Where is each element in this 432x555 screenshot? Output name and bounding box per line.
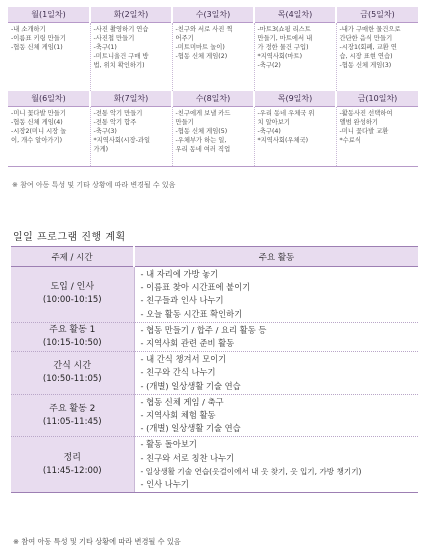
activity-line: -협동 신체 게임(1): [11, 44, 63, 52]
time-range: (10:00-10:15): [42, 295, 102, 306]
day-header: 목(4일차): [254, 7, 336, 23]
activity-line: *지역사회(우체국): [257, 137, 309, 145]
daily-row: [11, 267, 418, 323]
activity-line: *지역사회(시장-과일: [93, 137, 151, 145]
activity-item: - 인사 나누기: [140, 479, 189, 490]
activity-line: *수료식: [339, 137, 361, 145]
activity-line: -협동 신체 게임(2): [175, 53, 228, 61]
activity-line: 치 알아보기: [257, 119, 290, 127]
activities-cell: [134, 394, 418, 437]
activity-line: 가 정한 물건 구입): [257, 44, 309, 52]
topic-name: 주요 활동 2: [49, 403, 96, 414]
activity-item: - 친구들과 인사 나누기: [140, 295, 224, 306]
activity-line: -내 소개하기: [11, 26, 46, 33]
activity-line: -축구(2): [257, 62, 281, 70]
activity-line: 만들기, 마트에서 내: [257, 35, 313, 43]
activity-line: 가게): [93, 146, 109, 154]
column-header-activities: 주요 활동: [134, 247, 418, 267]
activity-line: -미트니울건 구매 방: [93, 53, 149, 61]
day-cell: [90, 23, 172, 92]
activity-line: -사진첩 만들기: [93, 35, 135, 43]
day-cell: [336, 23, 418, 92]
daily-program-table: [11, 246, 418, 493]
activity-line: -전통 악기 합주: [93, 119, 137, 127]
activity-line: 간단한 음식 만들기: [339, 35, 393, 43]
time-range: (10:50-11:05): [42, 374, 102, 385]
activity-line: -축구(1): [93, 44, 117, 52]
activity-line: -축구(4): [257, 128, 281, 136]
activity-item: - 활동 돌아보기: [140, 439, 197, 450]
activity-line: -미트미마트 놀이): [175, 44, 225, 52]
day-cell: [254, 107, 336, 167]
day-cell: [336, 107, 418, 167]
activity-line: -전통 악기 만들기: [93, 110, 143, 117]
activity-line: -협동 신체 게임(5): [175, 128, 228, 136]
day-header: 금(10일차): [336, 91, 418, 107]
activities-cell: [134, 267, 418, 323]
weekly-schedule-table: [8, 7, 418, 167]
activity-line: -마트3(쇼핑 리스트: [257, 26, 311, 33]
weekly-content-row-2: [8, 107, 418, 167]
weekly-content-row-1: [8, 23, 418, 92]
activity-line: 어주기: [175, 35, 194, 43]
daily-row: [11, 394, 418, 437]
topic-time-cell: [11, 352, 134, 395]
day-header: 월(6일차): [8, 91, 90, 107]
activity-item: - 친구와 간식 나누기: [140, 367, 216, 378]
day-cell: [172, 23, 254, 92]
weekly-header-row-1: [8, 7, 418, 23]
activities-cell: [134, 352, 418, 395]
activity-line: -축구(3): [93, 128, 117, 136]
activity-line: -사진 촬영하기 연습: [93, 26, 149, 33]
topic-name: 주요 활동 1: [49, 325, 96, 336]
activity-line: -내가 구매한 물건으로: [339, 26, 401, 33]
topic-time-cell: [11, 394, 134, 437]
activity-item: - 일상생활 기술 연습(옷걸이에서 내 옷 찾기, 옷 입기, 가방 챙기기): [140, 466, 362, 476]
activity-line: -미니 꽃다발 만들기: [11, 110, 66, 117]
day-cell: [8, 107, 90, 167]
activity-item: - 협동 신체 게임 / 축구: [140, 396, 224, 407]
activity-item: - 오늘 활동 시간표 확인하기: [140, 308, 243, 319]
activity-line: 만들기: [175, 119, 194, 127]
day-header: 목(9일차): [254, 91, 336, 107]
day-cell: [172, 107, 254, 167]
day-header: 금(5일차): [336, 7, 418, 23]
time-range: (11:05-11:45): [42, 416, 102, 427]
activity-line: -친구와 서로 사진 찍: [175, 26, 233, 33]
activity-line: -이름표 키링 만들기: [11, 35, 66, 43]
day-cell: [8, 23, 90, 92]
weekly-header-row-2: [8, 91, 418, 107]
topic-name: 정리: [63, 452, 81, 463]
day-header: 화(2일차): [90, 7, 172, 23]
activity-item: - 내 간식 챙겨서 모이기: [140, 354, 227, 365]
activity-line: 우리 동네 여러 직업: [175, 146, 231, 154]
time-range: (10:15-10:50): [42, 338, 102, 349]
activity-line: 법, 위치 확인하기): [93, 62, 145, 70]
section-title: 일일 프로그램 진행 계획: [13, 232, 126, 243]
daily-row: [11, 352, 418, 395]
activity-item: - (개별) 일상생활 기술 연습: [140, 380, 241, 391]
activity-item: - 친구와 서로 칭찬 나누기: [140, 452, 235, 463]
activity-line: -협동 신체 게임(3): [339, 62, 392, 70]
day-cell: [90, 107, 172, 167]
day-header: 월(1일차): [8, 7, 90, 23]
time-range: (11:45-12:00): [42, 465, 102, 476]
activity-line: -미니 꽃다발 교환: [339, 128, 389, 136]
activities-cell: [134, 322, 418, 351]
column-header-topic-time: 주제 / 시간: [11, 247, 134, 267]
activity-item: - 협동 만들기 / 합주 / 요리 활동 등: [140, 324, 267, 335]
topic-name: 도입 / 인사: [50, 282, 95, 293]
daily-note: ※ 참여 아동 특성 및 기타 상황에 따라 변경될 수 있음: [13, 537, 181, 546]
activity-line: 앨범 완성하기: [339, 119, 378, 127]
weekly-note: ※ 참여 아동 특성 및 기타 상황에 따라 변경될 수 있음: [12, 181, 176, 189]
activity-item: - 지역사회 체험 활동: [140, 410, 216, 421]
day-cell: [254, 23, 336, 92]
activity-line: -시장2(미니 시장 놀: [11, 128, 67, 136]
activity-line: 이, 개수 알아가기): [11, 137, 63, 145]
activity-line: -시장1(회폐, 교환 연: [339, 44, 397, 52]
activity-line: -활동사진 선택하여: [339, 110, 393, 117]
activity-item: - (개별) 일상생활 기술 연습: [140, 423, 241, 434]
activity-line: -우체부가 하는 일,: [175, 137, 227, 145]
daily-header-row: [11, 247, 418, 267]
topic-time-cell: [11, 267, 134, 323]
day-header: 수(8일차): [172, 91, 254, 107]
activities-cell: [134, 437, 418, 493]
daily-row: [11, 322, 418, 351]
day-header: 수(3일차): [172, 7, 254, 23]
topic-time-cell: [11, 437, 134, 493]
activity-line: *지역사회(마트): [257, 53, 303, 61]
activity-line: -친구에게 보낼 카드: [175, 110, 231, 117]
day-header: 화(7일차): [90, 91, 172, 107]
topic-time-cell: [11, 322, 134, 351]
daily-row: [11, 437, 418, 493]
activity-line: -협동 신체 게임(4): [11, 119, 63, 127]
activity-item: - 내 자리에 가방 놓기: [140, 269, 219, 279]
activity-line: 습, 시장 표현 연습): [339, 53, 393, 61]
activity-item: - 지역사회 관련 준비 활동: [140, 338, 235, 349]
activity-item: - 이름표 찾아 시간표에 붙이기: [140, 282, 251, 293]
topic-name: 간식 시간: [53, 361, 92, 372]
activity-line: -우리 동네 우체국 위: [257, 110, 315, 117]
